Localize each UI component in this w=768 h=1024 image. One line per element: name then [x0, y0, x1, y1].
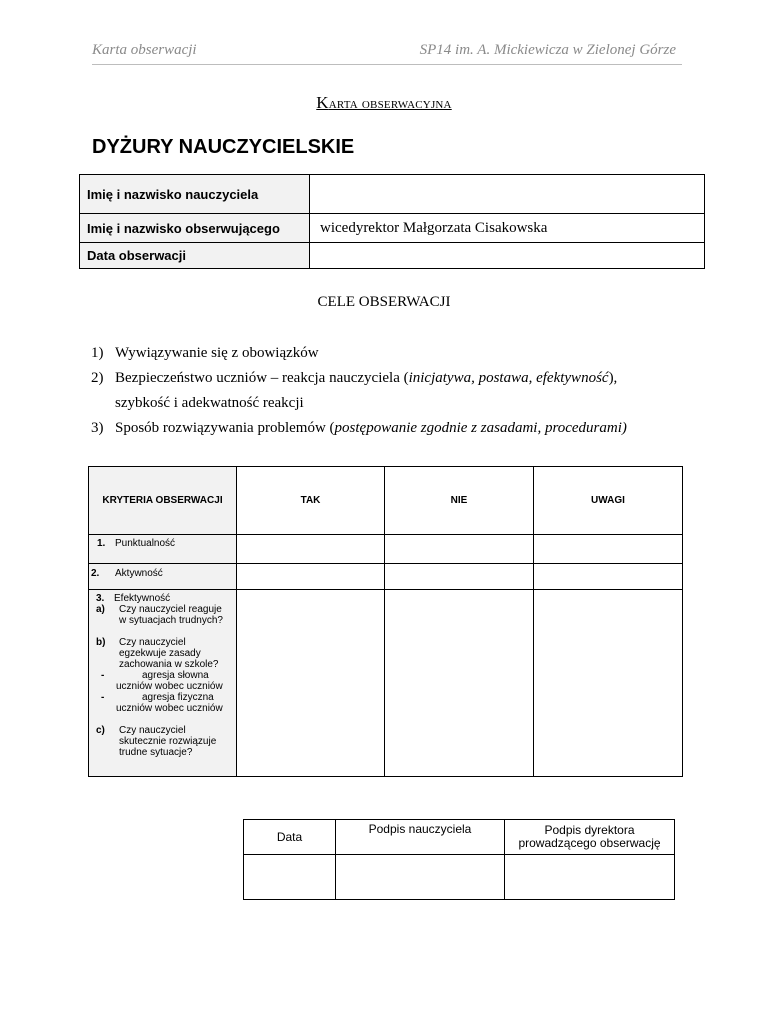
criteria-header-row: [89, 467, 683, 535]
signature-teacher-cell[interactable]: [336, 855, 505, 900]
goal-1-number: 1): [91, 345, 104, 361]
sub-b-line-3: zachowania w szkole?: [119, 659, 219, 670]
punctuality-yes-cell[interactable]: [237, 535, 385, 564]
observer-value-field[interactable]: wicedyrektor Małgorzata Cisakowska: [310, 214, 705, 243]
goal-3-number: 3): [91, 420, 104, 436]
info-row-date: [80, 243, 705, 269]
sub-b-line-1: Czy nauczyciel: [119, 637, 186, 648]
effectiveness-yes-cell[interactable]: [237, 590, 385, 777]
goal-3-italic: postępowanie zgodnie z zasadami, procedurami): [334, 420, 627, 436]
criteria-row-activity: [89, 564, 683, 590]
dash-1-line-2: uczniów wobec uczniów: [116, 681, 223, 692]
sub-c-line-3: trudne sytuacje?: [119, 747, 193, 758]
activity-no-cell[interactable]: [385, 564, 534, 590]
date-value-field[interactable]: [310, 243, 705, 269]
signature-director-header: [505, 820, 675, 855]
info-row-teacher: [80, 175, 705, 214]
signature-director-cell[interactable]: [505, 855, 675, 900]
signature-date-header: Data: [244, 820, 336, 855]
criteria-1-text: Punktualność: [115, 538, 176, 549]
activity-remarks-cell[interactable]: [534, 564, 683, 590]
goal-2-number: 2): [91, 370, 104, 386]
criteria-header-no: NIE: [385, 467, 534, 535]
criteria-2-text: Aktywność: [115, 568, 163, 579]
goal-2-continuation: szybkość i adekwatność reakcji: [115, 395, 304, 411]
sub-b-line-2: egzekwuje zasady: [119, 648, 201, 659]
goal-item-1: [91, 345, 319, 362]
signature-teacher-header: Podpis nauczyciela: [336, 820, 505, 855]
observer-label: Imię i nazwisko obserwującego: [80, 214, 310, 243]
signature-body-row: [244, 855, 675, 900]
criteria-header-yes: TAK: [237, 467, 385, 535]
dash-2-line-2: uczniów wobec uczniów: [116, 703, 223, 714]
sub-c-line-1: Czy nauczyciel: [119, 725, 186, 736]
info-table: [79, 174, 705, 269]
criteria-header-criteria: KRYTERIA OBSERWACJI: [89, 467, 237, 535]
sub-b-label: b): [96, 637, 106, 648]
criteria-1-number: 1.: [97, 538, 106, 549]
criteria-3-text: Efektywność: [114, 593, 171, 604]
criteria-2-number: 2.: [91, 568, 100, 579]
effectiveness-no-cell[interactable]: [385, 590, 534, 777]
punctuality-no-cell[interactable]: [385, 535, 534, 564]
sub-c-label: c): [96, 725, 105, 736]
sub-a-line-1: Czy nauczyciel reaguje: [119, 604, 222, 615]
goal-2-text-b: ),: [608, 370, 618, 386]
goal-2-text-a: Bezpieczeństwo uczniów – reakcja nauczyciela (: [115, 370, 409, 386]
criteria-table: [88, 466, 683, 777]
goal-item-2: [91, 370, 617, 387]
goal-1-text: Wywiązywanie się z obowiązków: [115, 345, 319, 361]
criteria-row-punctuality: [89, 535, 683, 564]
goals-title: CELE OBSERWACJI: [317, 294, 451, 310]
sub-c-line-2: skutecznie rozwiązuje: [119, 736, 217, 747]
dash-2-line-1: agresja fizyczna: [142, 692, 214, 703]
goal-3-text-a: Sposób rozwiązywania problemów (: [115, 420, 335, 436]
effectiveness-remarks-cell[interactable]: [534, 590, 683, 777]
activity-yes-cell[interactable]: [237, 564, 385, 590]
sub-a-label: a): [96, 604, 105, 615]
signature-director-line-1: Podpis dyrektora: [544, 823, 635, 837]
criteria-header-remarks: UWAGI: [534, 467, 683, 535]
dash-1-line-1: agresja słowna: [142, 670, 209, 681]
criteria-cell-effectiveness: [89, 590, 237, 777]
document-title-rest: arta obserwacyjna: [328, 96, 452, 112]
teacher-value-field[interactable]: [310, 175, 705, 214]
teacher-label: Imię i nazwisko nauczyciela: [80, 175, 310, 214]
signature-date-cell[interactable]: [244, 855, 336, 900]
sub-a-line-2: w sytuacjach trudnych?: [119, 615, 223, 626]
criteria-3-number: 3.: [96, 593, 105, 604]
header-divider: [92, 64, 682, 65]
signature-table: [243, 819, 675, 900]
punctuality-remarks-cell[interactable]: [534, 535, 683, 564]
dash-2: -: [101, 692, 105, 703]
criteria-cell-punctuality: [89, 535, 237, 564]
criteria-cell-activity: [89, 564, 237, 590]
document-title: [0, 93, 768, 113]
criteria-row-effectiveness: [89, 590, 683, 777]
signature-director-line-2: prowadzącego obserwację: [518, 836, 661, 850]
header-right: SP14 im. A. Mickiewicza w Zielonej Górze: [419, 42, 676, 58]
document-title-initial: K: [316, 93, 329, 112]
signature-header-row: [244, 820, 675, 855]
info-row-observer: [80, 214, 705, 243]
goal-2-italic: inicjatywa, postawa, efektywność: [408, 370, 609, 386]
dash-1: -: [101, 670, 105, 681]
date-label: Data obserwacji: [80, 243, 310, 269]
goal-item-3: [91, 420, 627, 437]
header-left: Karta obserwacji: [92, 42, 197, 58]
section-title: DYŻURY NAUCZYCIELSKIE: [92, 136, 355, 158]
